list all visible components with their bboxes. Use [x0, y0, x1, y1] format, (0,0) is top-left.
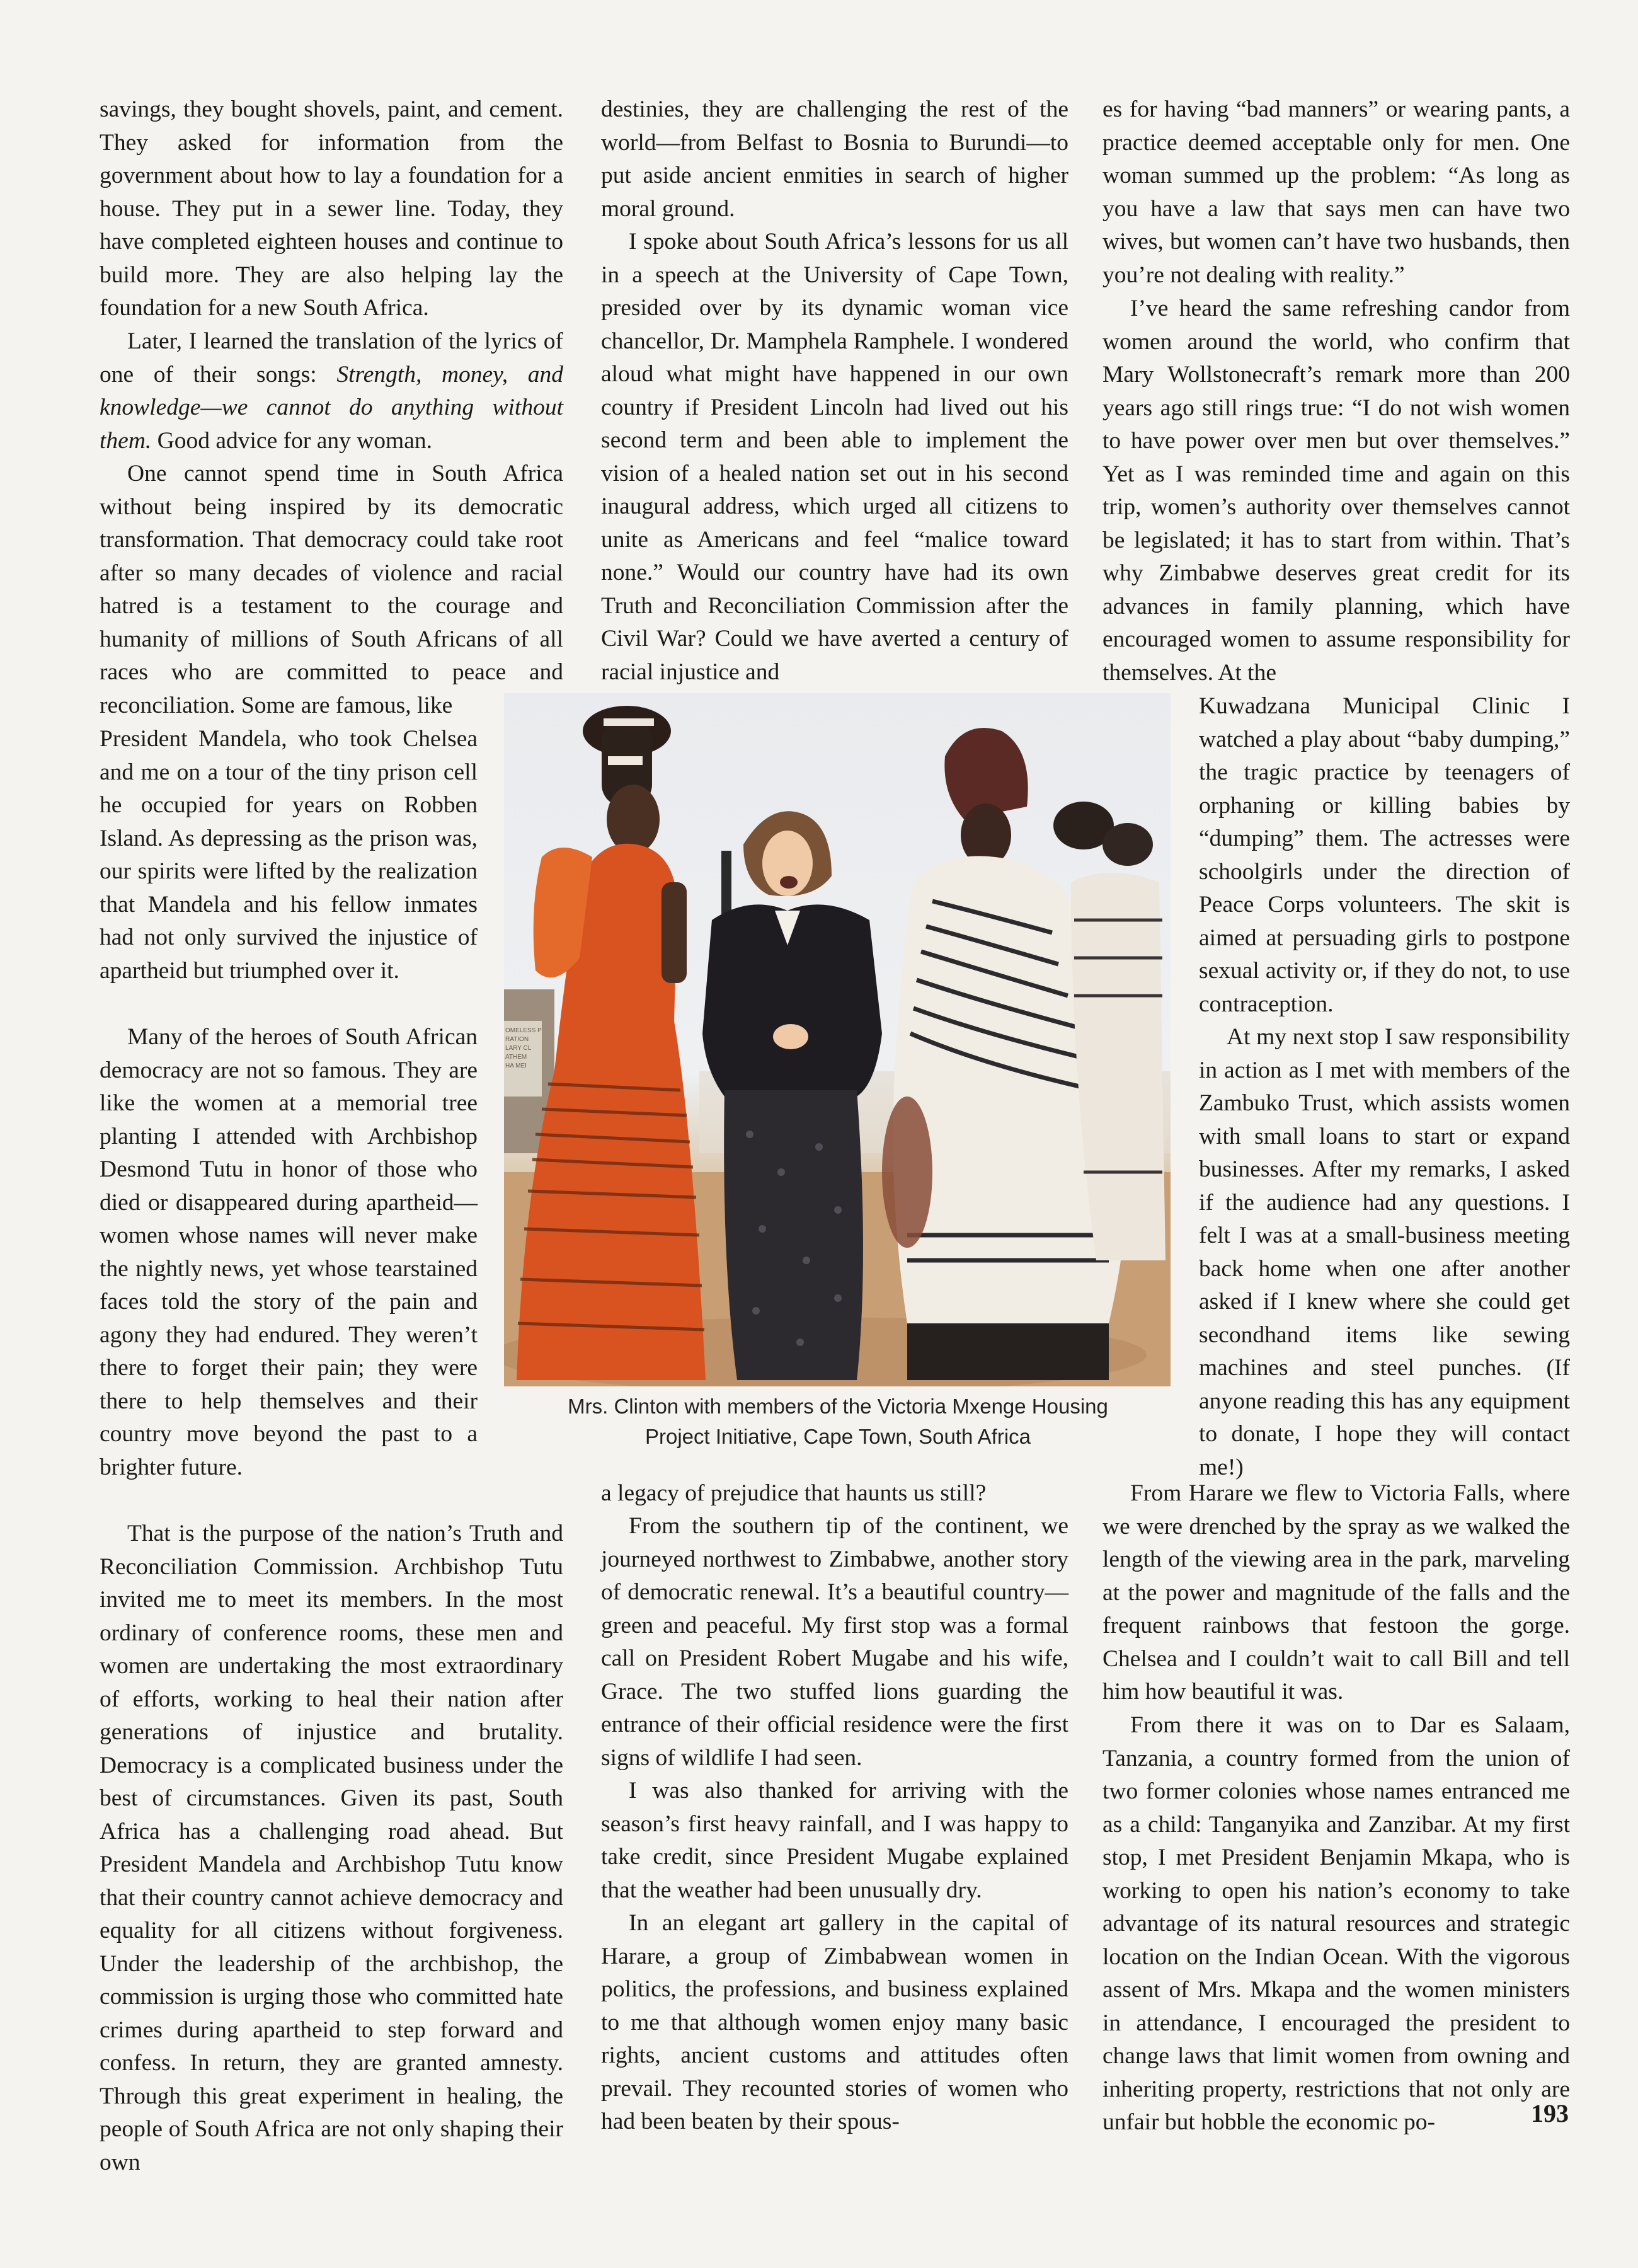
col1-paragraph-3: One cannot spend time in South Africa without being inspired by its democratic transformation. That democracy could take root after so many decades of violence and racial hatred is a testament to the courage and humanity of millions of South Africans of all races who are committed to peace and reconciliation. Some are famous, like: [100, 461, 563, 718]
col2-paragraph-1: destinies, they are challenging the rest of the world—from Belfast to Bosnia to Burundi—to put aside ancient enmities in search of higher moral ground.: [601, 96, 1068, 222]
photo-caption: [517, 1391, 1159, 1452]
photo-sign-line-4: ATHEM: [505, 1054, 527, 1061]
col3-paragraph-2: I’ve heard the same refreshing candor from women around the world, who confirm that Mary Wollstonecraft’s remark more than 200 years ago still rings true: “I do not wish women to have power over men but over themselves.” Yet as I was reminded time and again on this trip, women’s authority over themselves cannot be legislated; it has to start from within. That’s why Zimbabwe deserves great credit for its advances in family planning, which have encouraged women to assume responsibility for themselves. At the: [1102, 296, 1570, 686]
col1-paragraph-2-tail: Good advice for any woman.: [151, 427, 432, 454]
photo-sign-line-2: RATION: [505, 1036, 529, 1043]
photo-illustration: [504, 693, 1171, 1386]
col1-paragraph-4: Many of the heroes of South African democracy are not so famous. They are like the women at a memorial tree planting I attended with Archbishop Desmond Tutu in honor of those who died or disappeared during apartheid—women whose names will never make the nightly news, yet whose tearstained faces told the story of the pain and agony they had endured. They weren’t there to forget their pain; they were there to help themselves and their country move beyond the past to a brighter future.: [100, 1024, 478, 1480]
col1-paragraph-3-continued: President Mandela, who took Chelsea and me on a tour of the tiny prison cell he occupied for years on Robben Island. As depressing as the prison was, our spirits were lifted by the realization that Mandela and his fellow inmates had not only survived the injustice of apartheid but triumphed over it.: [100, 726, 478, 984]
photo-clinton-with-housing-project-members: [504, 693, 1171, 1386]
col3-paragraph-4: From Harare we flew to Victoria Falls, where we were drenched by the spray as we walked the length of the viewing area in the park, marveling at the power and magnitude of the falls and the frequent rainbows that festoon the gorge. Chelsea and I couldn’t wait to call Bill and tell him how beautiful it was.: [1102, 1480, 1570, 1705]
song-lyrics-italic: Strength, money, and knowledge—we cannot do anything without them.: [100, 361, 563, 454]
photo-sign-line-3: LARY CL: [505, 1045, 532, 1052]
col1-paragraph-2: [100, 325, 563, 458]
photo-sign-line-5: HA MEI: [505, 1062, 527, 1069]
col3-paragraph-5: From there it was on to Dar es Salaam, Tanzania, a country formed from the union of two former colonies whose names entranced me as a child: Tanganyika and Zanzibar. At my first stop, I met President Benjamin Mkapa, who is working to open his nation’s economy to take advantage of its natural resources and strategic location on the Indian Ocean. With the vigorous assent of Mrs. Mkapa and the women ministers in attendance, I encouraged the president to change laws that limit women from owning and inheriting property, restrictions that not only are unfair but hobble the economic po-: [1102, 1712, 1570, 2135]
col3-paragraph-2-continued: Kuwadzana Municipal Clinic I watched a play about “baby dumping,” the tragic practice by teenagers of orphaning or killing babies by “dumping” them. The actresses were schoolgirls under the direction of Peace Corps volunteers. The skit is aimed at persuading girls to postpone sexual activity or, if they do not, to use contraception.: [1199, 693, 1570, 1017]
photo-caption-line-1: Mrs. Clinton with members of the Victoria Mxenge Housing: [568, 1395, 1108, 1418]
col3-paragraph-1: es for having “bad manners” or wearing pants, a practice deemed acceptable only for men. One woman summed up the problem: “As long as you have a law that says men can have two wives, but women can’t have two husbands, then you’re not dealing with reality.”: [1102, 96, 1570, 288]
col2-paragraph-4: I was also thanked for arriving with the season’s first heavy rainfall, and I was happy to take credit, since President Mugabe explained that the weather had been unusually dry.: [601, 1778, 1068, 1903]
page-number: 193: [1531, 2099, 1569, 2127]
col2-paragraph-3: From the southern tip of the continent, we journeyed northwest to Zimbabwe, another story of democratic renewal. It’s a beautiful country—green and peaceful. My first stop was a formal call on President Robert Mugabe and his wife, Grace. The two stuffed lions guarding the entrance of their official residence were the first signs of wildlife I had seen.: [601, 1513, 1068, 1771]
col2-paragraph-5: In an elegant art gallery in the capital of Harare, a group of Zimbabwean women in politics, the professions, and business explained to me that although women enjoy many basic rights, ancient customs and attitudes often prevail. They recounted stories of women who had been beaten by their spous-: [601, 1910, 1068, 2134]
col1-paragraph-2-text: Later, I learned the translation of the lyrics of one of their songs:: [100, 328, 563, 388]
col2-paragraph-2: I spoke about South Africa’s lessons for us all in a speech at the University of Cape Town, presided over by its dynamic woman vice chancellor, Dr. Mamphela Ramphele. I wondered aloud what might have happened in our own country if President Lincoln had lived out his second term and been able to implement the vision of a healed nation set out in his second inaugural address, which urged all citizens to unite as Americans and feel “malice toward none.” Would our country have had its own Truth and Reconciliation Commission after the Civil War? Could we have averted a century of racial injustice and: [601, 229, 1068, 685]
photo-sign-line-1: OMELESS P: [505, 1027, 542, 1034]
col1-paragraph-1: savings, they bought shovels, paint, and cement. They asked for information from the government about how to lay a foundation for a house. They put in a sewer line. Today, they have completed eighteen houses and continue to build more. They are also helping lay the foundation for a new South Africa.: [100, 96, 563, 321]
col3-paragraph-3: At my next stop I saw responsibility in action as I met with members of the Zambuko Trust, which assists women with small loans to start or expand businesses. After my remarks, I asked if the audience had any questions. I felt I was at a small-business meeting back home when one after another asked if I knew where she could get secondhand items like sewing machines and steel punches. (If anyone reading this has any equipment to donate, I hope they will contact me!): [1199, 1024, 1570, 1480]
col2-paragraph-2-continued: a legacy of prejudice that haunts us still?: [601, 1480, 987, 1506]
col1-paragraph-5: That is the purpose of the nation’s Truth and Reconciliation Commission. Archbishop Tutu invited me to meet its members. In the most ordinary of conference rooms, these men and women are undertaking the most extraordinary of efforts, working to heal their nation after generations of injustice and brutality. Democracy is a complicated business under the best of circumstances. Given its past, South Africa has a challenging road ahead. But President Mandela and Archbishop Tutu know that their country cannot achieve democracy and equality for all citizens without forgiveness. Under the leadership of the archbishop, the commission is urging those who committed hate crimes during apartheid to step forward and confess. In return, they are granted amnesty. Through this great experiment in healing, the people of South Africa are not only shaping their own: [100, 1521, 563, 2175]
photo-caption-line-2: Project Initiative, Cape Town, South Africa: [644, 1425, 1031, 1448]
